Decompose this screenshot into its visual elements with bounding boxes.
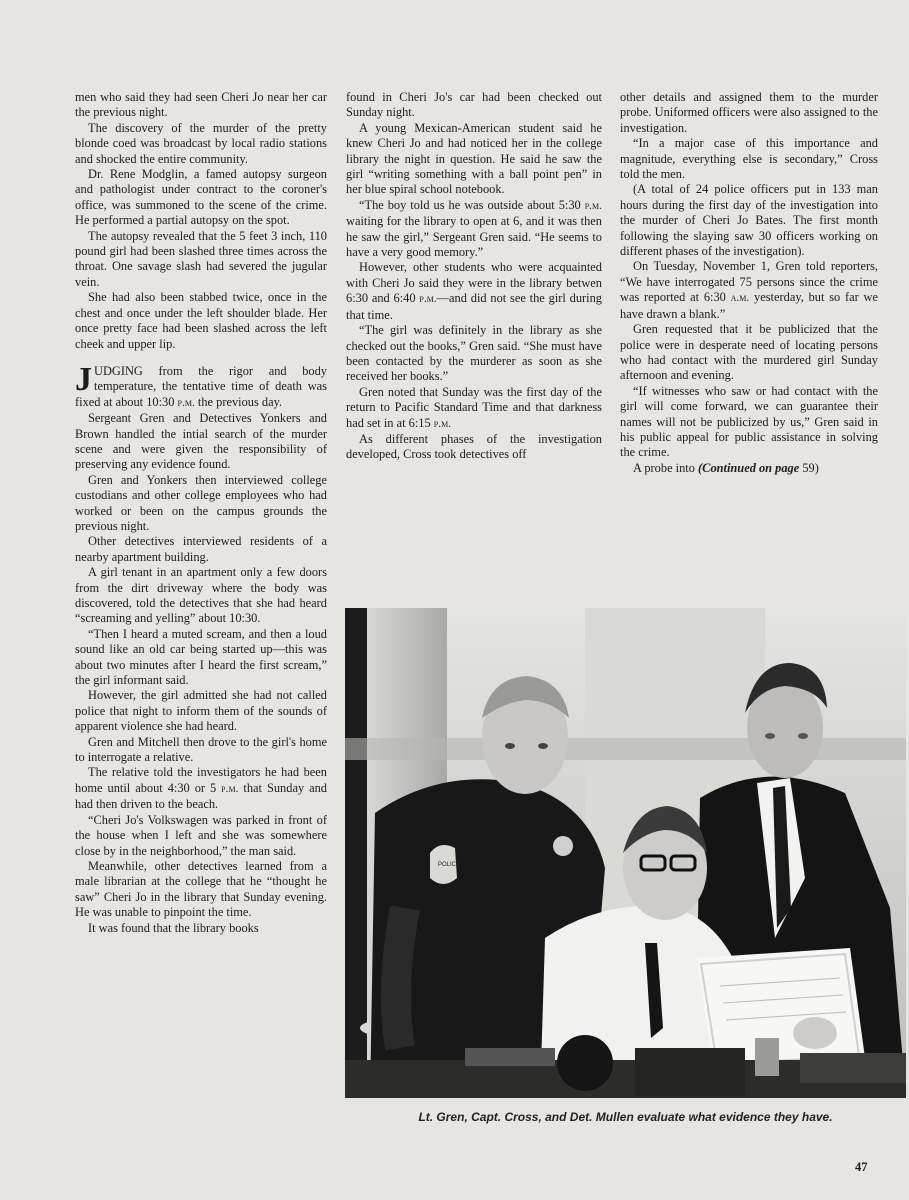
photograph-detectives [345,608,906,1098]
paragraph: (A total of 24 police officers put in 133 man hours during the first day of the investigation into the murder of Cheri Jo Bates. The first month following the slaying saw 30 officers working on different phases of the investigation). [620,182,878,259]
paragraph-text: that Sunday and had then driven to the beach. [75,780,328,812]
paragraph-text: The relative told the investigators he had been home until about 4:30 or 5 [75,765,327,795]
paragraph-text: “The boy told us he was outside about 5:30 [359,197,585,212]
paragraph: The autopsy revealed that the 5 feet 3 inch, 110 pound girl had been slashed three times across the throat. One savage slash had severed the jugular vein. [75,228,327,289]
paragraph: “Cheri Jo's Volkswagen was parked in front of the house when I left and she was somewhere close by in the neighborhood,” the man said. [75,812,327,858]
paragraph-text: However, other students who were acquainted with Cheri Jo said they were in the library betwen 6:30 and 6:40 [346,260,602,306]
paragraph-text: UDGING from the rigor and body temperature, the tentative time of death was fixed at about 10:30 [75,363,327,409]
paragraph-text: On Tuesday, November 1, Gren told reporters, “We have interrogated 75 persons since the crime was reported at 6:30 [620,259,878,305]
continued-note: (Continued on page [698,460,800,475]
paragraph-text: —and did not see the girl during that time. [346,291,602,322]
paragraph: Other detectives interviewed residents of a nearby apartment building. [75,534,327,564]
paragraph: It was found that the library books [88,920,259,935]
paragraph: “Then I heard a muted scream, and then a loud sound like an old car being started up—this was about two minutes after I heard the first scream,” the girl informant said. [75,626,327,688]
badge-text: POLICE [438,862,461,868]
paragraph-text: A probe into [633,460,699,475]
paragraph-text: Gren noted that Sunday was the first day of the return to Pacific Standard Time and that darkness had set in at 6:15 [346,384,602,430]
paragraph: Gren and Yonkers then interviewed college custodians and other college employees who had worked or been on the campus grounds the previous night. [75,472,327,533]
small-caps-time: a.m. [730,292,750,305]
paragraph [620,461,878,476]
small-caps-time: p.m. [221,782,239,795]
paragraph-text: the previous day. [194,394,283,409]
paragraph: men who said they had seen Cheri Jo near her car the previous night. [75,90,327,120]
small-caps-time: p.m. [177,396,195,409]
paragraph [75,765,327,812]
article-column-1 [75,90,327,936]
paragraph: However, the girl admitted she had not called police that night to inform them of the sounds of apparent violence she had heard. [75,688,327,734]
paragraph: She had also been stabbed twice, once in the chest and once under the left shoulder blade. Her once pretty face had been slashed across the left cheek and upper lip. [75,290,327,351]
paragraph: A young Mexican-American student said he knew Cheri Jo and had noticed her in the college library the night in question. He said he saw the girl “writing something with a ball point pen” in her blue spiral school notebook. [346,120,602,197]
paragraph [620,259,878,322]
paragraph-text: 59) [799,460,819,475]
photo-illustration [345,608,906,1098]
paragraph: Gren requested that it be publicized that the police were in desperate need of locating persons who had contact with the murdered girl Sunday afternoon and evening. [620,322,878,383]
paragraph [346,198,602,261]
paragraph: Sergeant Gren and Detectives Yonkers and Brown handled the intial search of the murder scene and were given the responsibility of preserving any evidence found. [75,411,327,472]
paragraph [75,360,327,411]
paragraph: A girl tenant in an apartment only a few doors from the dirt driveway where the body was discovered, told the detectives that she had heard “screaming and yelling” about 10:30. [75,565,327,626]
article-column-3 [620,90,878,476]
paragraph: Meanwhile, other detectives learned from a male librarian at the college that he “thought he saw” Cheri Jo in the library that Sunday evening. He was unable to pinpoint the time. [75,858,327,920]
paragraph: other details and assigned them to the murder probe. Uniformed officers were also assigned to the investigation. [620,90,878,135]
paragraph [346,385,602,432]
photo-caption: Lt. Gren, Capt. Cross, and Det. Mullen evaluate what evidence they have. [418,1110,833,1124]
paragraph: As different phases of the investigation developed, Cross took detectives off [346,431,602,462]
paragraph: Dr. Rene Modglin, a famed autopsy surgeon and pathologist under contract to the coroner's office, was summoned to the scene of the crime. He performed a partial autopsy on the spot. [75,167,327,228]
paragraph-text: waiting for the library to open at 6, and it was then he saw the girl,” Sergeant Gren said. “He seems to have a very good memory.” [346,214,602,260]
paragraph-text: yesterday, but so far we have drawn a blank.” [620,290,878,321]
drop-cap: J [75,360,92,398]
small-caps-time: p.m. [433,417,452,430]
paragraph: found in Cheri Jo's car had been checked out Sunday night. [346,90,602,120]
page-number: 47 [855,1160,868,1174]
paragraph [346,260,602,323]
small-caps-time: p.m. [419,293,437,306]
paragraph: “If witnesses who saw or had contact with the girl will come forward, we can guarantee their names will not be publicized by us,” Gren said in his public appeal for public assistance in solving the crime. [620,383,878,460]
paragraph: Gren and Mitchell then drove to the girl's home to interrogate a relative. [75,734,327,765]
article-column-2 [346,90,602,463]
paragraph: “In a major case of this importance and magnitude, everything else is secondary,” Cross told the men. [620,136,878,182]
small-caps-time: p.m. [584,199,602,212]
paragraph: “The girl was definitely in the library as she checked out the books,” Gren said. “She must have been contacted by the murderer as soon as she received her books.” [346,323,602,384]
paragraph: The discovery of the murder of the pretty blonde coed was broadcast by local radio stations and shocked the entire community. [75,120,327,166]
